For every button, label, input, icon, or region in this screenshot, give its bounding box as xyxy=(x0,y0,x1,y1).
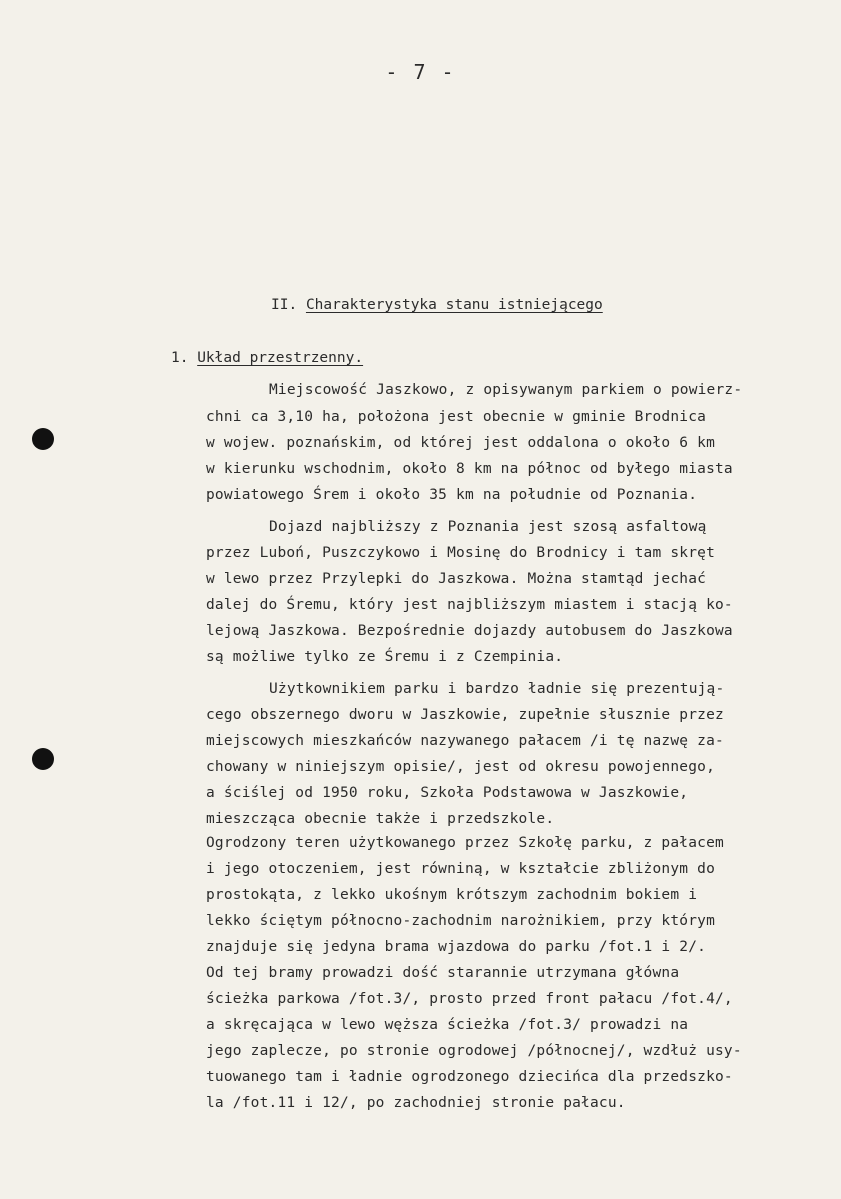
punch-hole xyxy=(32,428,54,450)
text-line: przez Luboń, Puszczykowo i Mosinę do Brodnicy i tam skręt xyxy=(206,545,715,561)
page-number: - 7 - xyxy=(385,60,456,84)
text-line: Miejscowość Jaszkowo, z opisywanym parkiem o powierz- xyxy=(269,382,743,398)
text-line: dalej do Śremu, który jest najbliższym miastem i stacją ko- xyxy=(206,597,733,613)
text-line: miejscowych mieszkańców nazywanego pałacem /i tę nazwę za- xyxy=(206,733,724,749)
section-title xyxy=(271,297,603,313)
punch-hole xyxy=(32,748,54,770)
subsection-heading: Układ przestrzenny. xyxy=(197,350,364,366)
text-line: lekko ściętym północno-zachodnim narożnikiem, przy którym xyxy=(206,913,715,929)
text-line: w kierunku wschodnim, około 8 km na północ od byłego miasta xyxy=(206,461,733,477)
text-line: powiatowego Śrem i około 35 km na południe od Poznania. xyxy=(206,487,698,503)
text-line: prostokąta, z lekko ukośnym krótszym zachodnim bokiem i xyxy=(206,887,698,903)
text-line: chowany w niniejszym opisie/, jest od okresu powojennego, xyxy=(206,759,715,775)
text-line: Ogrodzony teren użytkowanego przez Szkołę parku, z pałacem xyxy=(206,835,724,851)
text-line: jego zaplecze, po stronie ogrodowej /północnej/, wzdłuż usy- xyxy=(206,1043,742,1059)
text-line: a ściślej od 1950 roku, Szkoła Podstawowa w Jaszkowie, xyxy=(206,785,689,801)
text-line: mieszcząca obecnie także i przedszkole. xyxy=(206,811,555,827)
subsection-number: 1. xyxy=(171,350,189,366)
text-line: a skręcająca w lewo węższa ścieżka /fot.3/ prowadzi na xyxy=(206,1017,689,1033)
section-number: II. xyxy=(271,297,298,313)
text-line: tuowanego tam i ładnie ogrodzonego dziecińca dla przedszko- xyxy=(206,1069,733,1085)
text-line: chni ca 3,10 ha, położona jest obecnie w gminie Brodnica xyxy=(206,409,707,425)
text-line: są możliwe tylko ze Śremu i z Czempinia. xyxy=(206,649,564,665)
text-line: w wojew. poznańskim, od której jest oddalona o około 6 km xyxy=(206,435,715,451)
text-line: w lewo przez Przylepki do Jaszkowa. Można stamtąd jechać xyxy=(206,571,707,587)
text-line: znajduje się jedyna brama wjazdowa do parku /fot.1 i 2/. xyxy=(206,939,707,955)
text-line: i jego otoczeniem, jest równiną, w kształcie zbliżonym do xyxy=(206,861,715,877)
text-line: cego obszernego dworu w Jaszkowie, zupełnie słusznie przez xyxy=(206,707,724,723)
text-line: lejową Jaszkowa. Bezpośrednie dojazdy autobusem do Jaszkowa xyxy=(206,623,733,639)
text-line: ścieżka parkowa /fot.3/, prosto przed front pałacu /fot.4/, xyxy=(206,991,733,1007)
section-heading: Charakterystyka stanu istniejącego xyxy=(305,297,603,313)
text-line: Od tej bramy prowadzi dość starannie utrzymana główna xyxy=(206,965,680,981)
text-line: Użytkownikiem parku i bardzo ładnie się prezentują- xyxy=(269,681,725,697)
subsection-title xyxy=(171,350,363,366)
text-line: la /fot.11 i 12/, po zachodniej stronie pałacu. xyxy=(206,1095,626,1111)
text-line: Dojazd najbliższy z Poznania jest szosą asfaltową xyxy=(269,519,707,535)
